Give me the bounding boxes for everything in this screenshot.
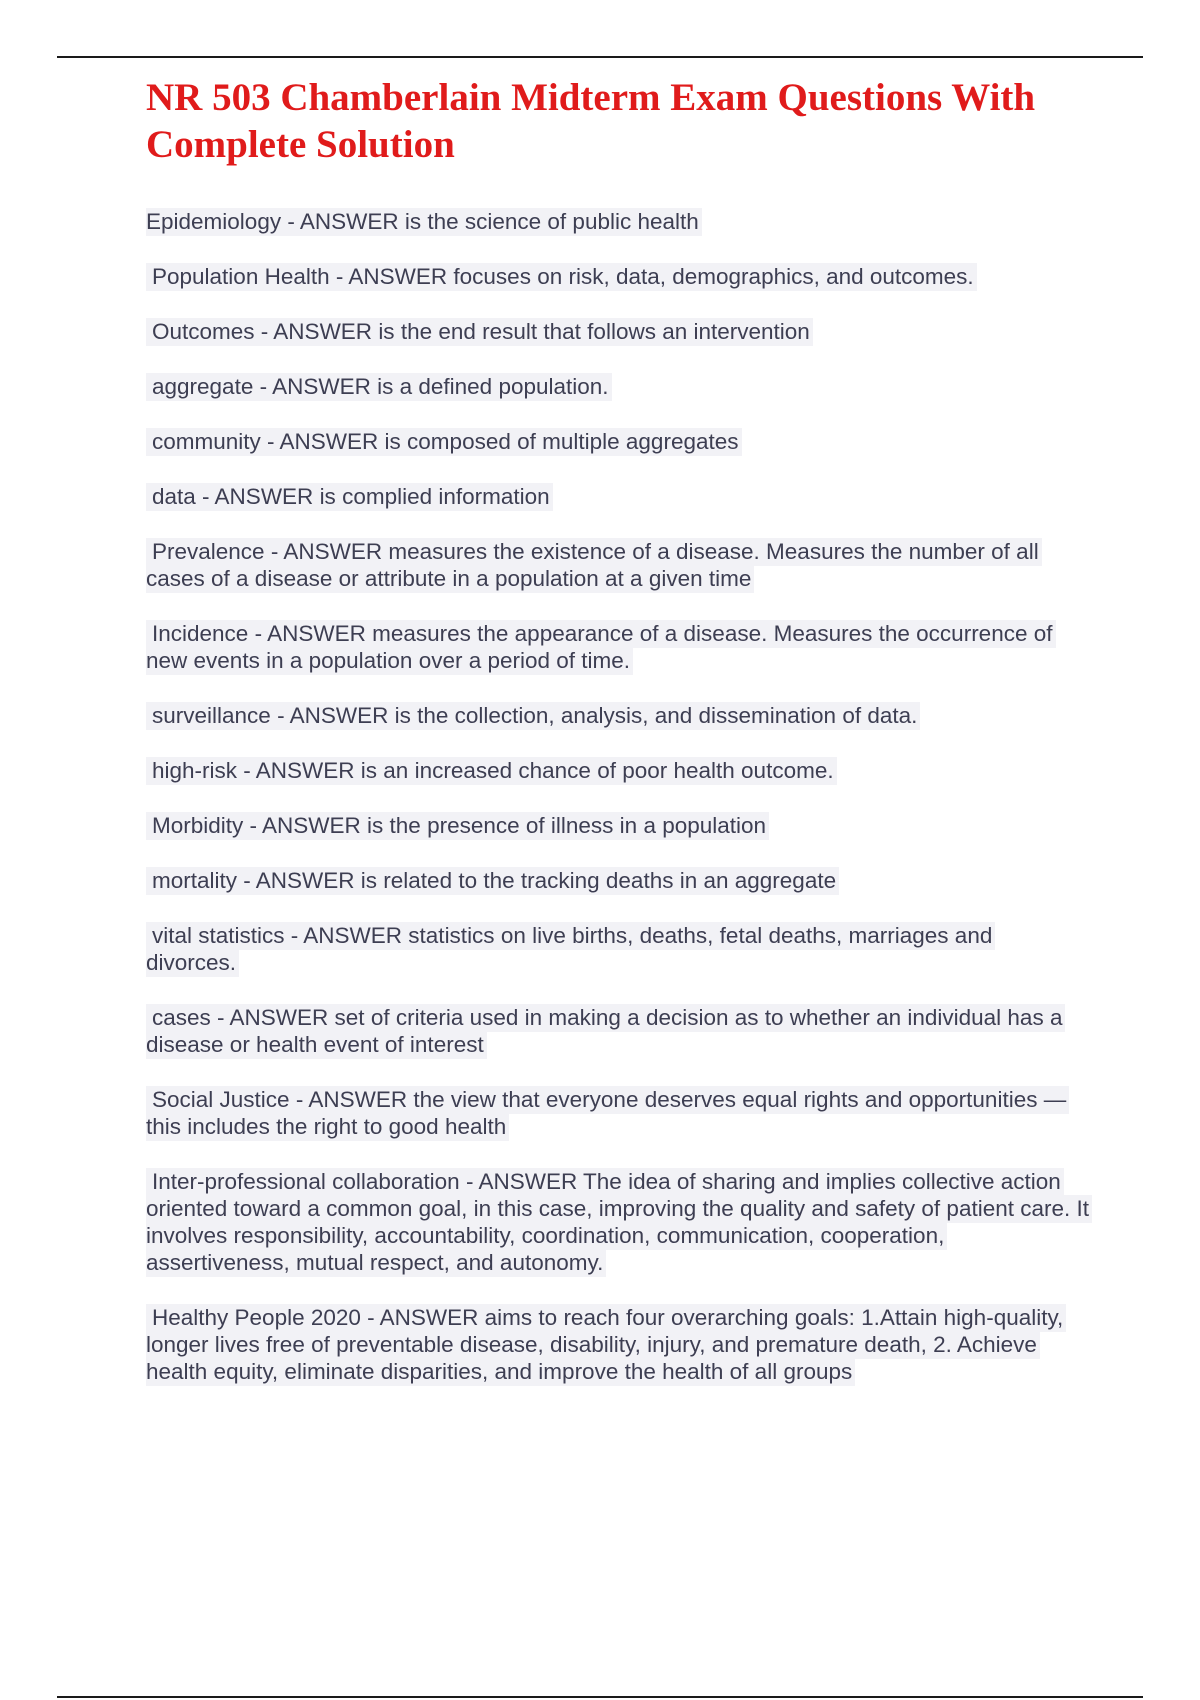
qa-separator: - ANSWER <box>360 1305 485 1330</box>
qa-term: vital statistics <box>152 923 285 948</box>
qa-answer: is the science of public health <box>404 209 699 234</box>
qa-separator: - ANSWER <box>248 621 373 646</box>
qa-highlight <box>146 867 839 895</box>
qa-term: Epidemiology <box>146 209 282 234</box>
qa-answer: focuses on risk, data, demographics, and outcomes. <box>453 264 974 289</box>
qa-separator: - ANSWER <box>243 813 368 838</box>
qa-term: Outcomes <box>152 319 255 344</box>
qa-answer: is related to the tracking deaths in an aggregate <box>360 868 837 893</box>
qa-highlight <box>146 922 995 977</box>
qa-highlight <box>146 263 977 291</box>
qa-item <box>146 263 1091 290</box>
qa-term: aggregate <box>152 374 254 399</box>
qa-highlight <box>146 812 769 840</box>
qa-item <box>146 373 1091 400</box>
qa-answer: is the end result that follows an intervention <box>378 319 810 344</box>
qa-term: mortality <box>152 868 238 893</box>
qa-answer: statistics on live births, deaths, fetal deaths, marriages and divorces. <box>146 923 993 975</box>
qa-highlight <box>146 702 920 730</box>
qa-answer: aims to reach four overarching goals: 1.Attain high-quality, longer lives free of preventable disease, disability, injury, and premature death, 2. Achieve health equity, eliminate disparities, and improve the health of all groups <box>146 1305 1064 1384</box>
qa-highlight <box>146 538 1042 593</box>
qa-item <box>146 538 1091 592</box>
qa-highlight <box>146 208 702 236</box>
qa-separator: - ANSWER <box>289 1087 414 1112</box>
qa-highlight <box>146 1304 1066 1386</box>
qa-separator: - ANSWER <box>270 703 395 728</box>
qa-item <box>146 922 1091 976</box>
top-rule <box>57 56 1143 58</box>
qa-answer: is the collection, analysis, and dissemination of data. <box>394 703 918 728</box>
qa-term: Population Health <box>152 264 330 289</box>
qa-term: cases <box>152 1005 211 1030</box>
qa-separator: - ANSWER <box>459 1169 584 1194</box>
qa-answer: is an increased chance of poor health outcome. <box>360 758 834 783</box>
qa-item <box>146 1004 1091 1058</box>
qa-item <box>146 318 1091 345</box>
qa-term: data <box>152 484 196 509</box>
qa-item <box>146 812 1091 839</box>
qa-term: high-risk <box>152 758 238 783</box>
qa-separator: - ANSWER <box>284 923 409 948</box>
qa-item <box>146 1168 1091 1276</box>
qa-highlight <box>146 373 612 401</box>
qa-answer: is complied information <box>319 484 550 509</box>
qa-answer: measures the existence of a disease. Measures the number of all cases of a disease or attribute in a population at a given time <box>146 539 1039 591</box>
qa-highlight <box>146 1004 1065 1059</box>
qa-term: Healthy People 2020 <box>152 1305 361 1330</box>
qa-item <box>146 867 1091 894</box>
qa-term: Social Justice <box>152 1087 290 1112</box>
qa-highlight <box>146 757 837 785</box>
qa-item <box>146 1304 1091 1385</box>
qa-item <box>146 702 1091 729</box>
qa-separator: - ANSWER <box>281 209 405 234</box>
qa-answer: is the presence of illness in a population <box>367 813 767 838</box>
qa-item <box>146 483 1091 510</box>
qa-separator: - ANSWER <box>260 429 385 454</box>
qa-highlight <box>146 1086 1069 1141</box>
qa-separator: - ANSWER <box>237 758 361 783</box>
qa-answer: is a defined population. <box>377 374 609 399</box>
bottom-rule <box>57 1696 1143 1698</box>
qa-separator: - ANSWER <box>210 1005 335 1030</box>
qa-separator: - ANSWER <box>237 868 361 893</box>
qa-highlight <box>146 620 1056 675</box>
qa-answer: The idea of sharing and implies collective action oriented toward a common goal, in this case, improving the quality and safety of patient care. It involves responsibility, accountability, coordination, communication, cooperation, assertiveness, mutual respect, and autonomy. <box>146 1169 1090 1275</box>
qa-answer: measures the appearance of a disease. Measures the occurrence of new events in a population over a period of time. <box>146 621 1053 673</box>
qa-term: Incidence <box>152 621 249 646</box>
qa-separator: - ANSWER <box>329 264 454 289</box>
qa-item <box>146 428 1091 455</box>
qa-highlight <box>146 483 553 511</box>
qa-highlight <box>146 318 813 346</box>
document-title: NR 503 Chamberlain Midterm Exam Questions With Complete Solution <box>146 76 1036 166</box>
qa-answer: the view that everyone deserves equal rights and opportunities —this includes the right to good health <box>146 1087 1067 1139</box>
qa-term: Inter-professional collaboration <box>152 1169 460 1194</box>
qa-list <box>146 208 1091 1413</box>
qa-separator: - ANSWER <box>253 374 378 399</box>
qa-separator: - ANSWER <box>195 484 320 509</box>
qa-term: surveillance <box>152 703 271 728</box>
qa-item <box>146 757 1091 784</box>
qa-highlight <box>146 1168 1092 1277</box>
qa-term: community <box>152 429 261 454</box>
qa-item <box>146 208 1091 235</box>
qa-answer: set of criteria used in making a decision as to whether an individual has a disease or health event of interest <box>146 1005 1063 1057</box>
qa-highlight <box>146 428 742 456</box>
qa-answer: is composed of multiple aggregates <box>384 429 739 454</box>
qa-item <box>146 1086 1091 1140</box>
qa-term: Morbidity <box>152 813 244 838</box>
qa-separator: - ANSWER <box>264 539 389 564</box>
qa-item <box>146 620 1091 674</box>
qa-separator: - ANSWER <box>254 319 379 344</box>
qa-term: Prevalence <box>152 539 265 564</box>
